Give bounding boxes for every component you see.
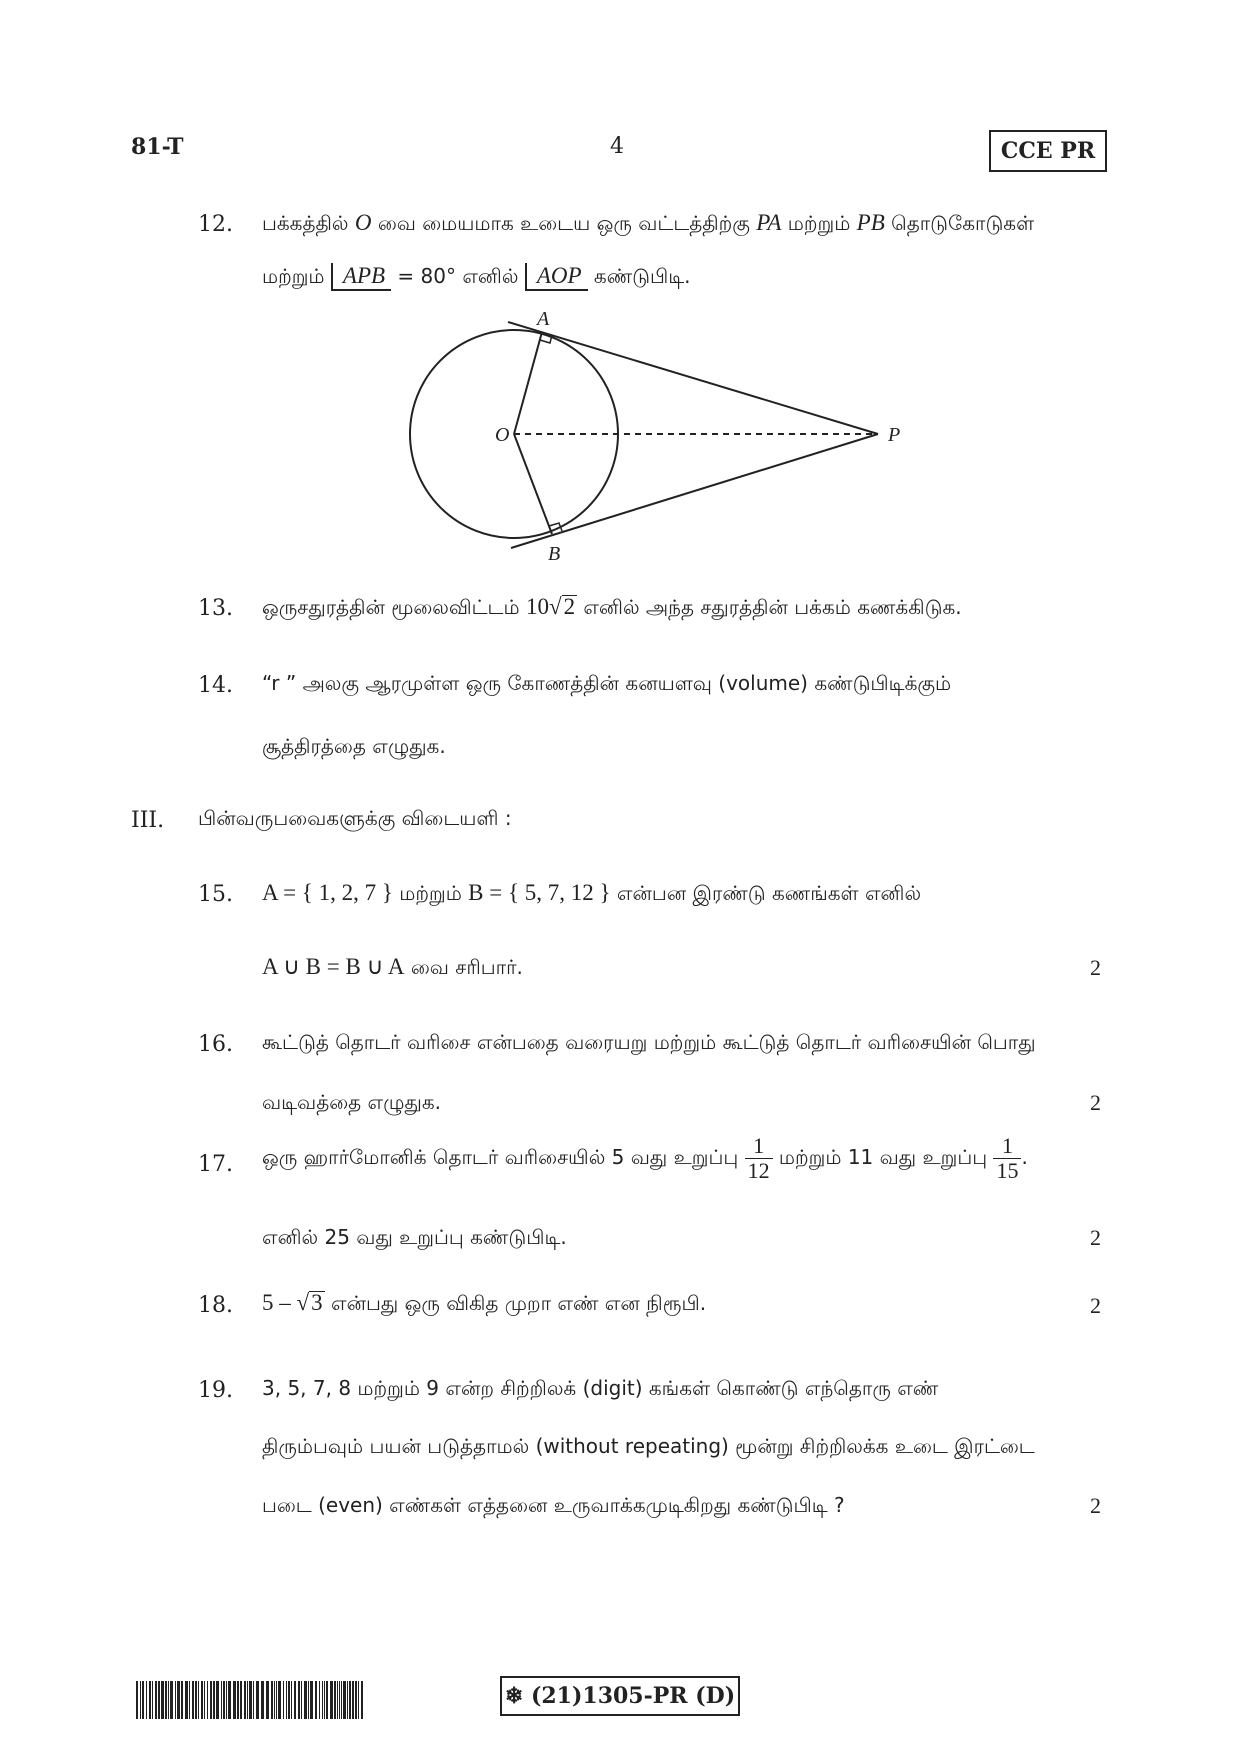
q12-text: வை மையமாக உடைய ஒரு வட்டத்திற்கு (371, 211, 757, 235)
label-p: P (888, 424, 901, 446)
q13-text: ஒருசதுரத்தின் மூலைவிட்டம் (262, 595, 526, 619)
union-expression: A ∪ B = B ∪ A (262, 954, 405, 979)
question-13: ஒருசதுரத்தின் மூலைவிட்டம் 10√2 எனில் அந்த சதுரத்தின் பக்கம் கணக்கிடுக. (262, 594, 962, 619)
question-15-line-1 (262, 880, 921, 908)
q18-radicand: 3 (311, 1290, 323, 1315)
q12-text: கண்டுபிடி. (587, 264, 691, 288)
question-16-line-1: கூட்டுத் தொடர் வரிசை என்பதை வரையறு மற்றும் கூட்டுத் தொடர் வரிசையின் பொது (262, 1030, 1036, 1054)
subject-code: 81-T (131, 134, 184, 160)
question-number: 16. (198, 1032, 233, 1057)
exam-code-box: CCE PR (989, 130, 1107, 172)
paper-code-box: ❄ (21)1305-PR (D) (500, 1676, 740, 1716)
page-number: 4 (610, 134, 624, 159)
radius-ob (514, 434, 552, 534)
section-number: III. (131, 808, 165, 833)
question-15-line-2 (262, 954, 523, 982)
tangent-circle-figure (400, 305, 920, 565)
question-number: 19. (198, 1378, 233, 1403)
q17-text: மற்றும் 11 வது உறுப்பு (772, 1145, 994, 1169)
q15-text: என்பன இரண்டு கணங்கள் எனில் (610, 881, 922, 905)
question-19-line-1: 3, 5, 7, 8 மற்றும் 9 என்ற சிற்றிலக் (digit) கங்கள் கொண்டு எந்தொரு எண் (262, 1376, 939, 1400)
marks: 2 (1090, 955, 1101, 980)
q12-text: தொடுகோடுகள் (884, 211, 1035, 235)
question-number: 13. (198, 596, 233, 621)
marks: 2 (1090, 1293, 1101, 1318)
q12-text: மற்றும் (262, 264, 331, 288)
label-o: O (495, 424, 510, 446)
q12-text: = 80° எனில் (391, 264, 525, 288)
fraction-5th-term: $\frac{1}{12}$ (745, 1134, 773, 1183)
section-instruction: பின்வருபவைகளுக்கு விடையளி : (198, 806, 512, 830)
question-14-line-1: “r ” அலகு ஆரமுள்ள ஒரு கோணத்தின் கனயளவு (volume) கண்டுபிடிக்கும் (262, 671, 952, 695)
question-17-line-2: எனில் 25 வது உறுப்பு கண்டுபிடி. (262, 1225, 567, 1249)
question-14-line-2: சூத்திரத்தை எழுதுக. (262, 734, 446, 758)
q17-text: ஒரு ஹார்மோனிக் தொடர் வரிசையில் 5 வது உறுப்பு (262, 1145, 745, 1169)
q13-coefficient: 10 (525, 594, 549, 619)
question-number: 14. (198, 673, 233, 698)
barcode (136, 1681, 364, 1719)
q18-text: என்பது ஒரு விகித முறா எண் என நிரூபி. (324, 1291, 707, 1315)
fraction-11th-term: $\frac{1}{15}$ (993, 1134, 1021, 1183)
question-16-line-2: வடிவத்தை எழுதுக. (262, 1090, 442, 1114)
label-a: A (537, 308, 550, 330)
label-b: B (548, 543, 561, 565)
tangent-pb (511, 434, 878, 548)
angle-aop: AOP (525, 263, 588, 291)
q12-text: பக்கத்தில் (262, 211, 355, 235)
tangent-pa (508, 322, 878, 434)
set-b: B = { 5, 7, 12 } (468, 880, 611, 905)
q18-expression: 5 – (262, 1290, 297, 1315)
q12-point-o: O (354, 210, 372, 235)
question-19-line-3: படை (even) எண்கள் எத்தனை உருவாக்கமுடிகிறது கண்டுபிடி ? (262, 1493, 845, 1517)
q17-period: . (1021, 1145, 1028, 1169)
q15-text: மற்றும் (392, 881, 469, 905)
question-17-line-1 (262, 1134, 1028, 1183)
question-number: 15. (198, 882, 233, 907)
question-12-line-1 (262, 210, 1034, 238)
q12-pb: PB (856, 210, 885, 235)
q13-radicand: 2 (563, 594, 576, 619)
question-number: 17. (198, 1152, 233, 1177)
question-18: 5 – √3 என்பது ஒரு விகித முறா எண் என நிரூபி. (262, 1290, 707, 1315)
marks: 2 (1090, 1493, 1101, 1518)
marks: 2 (1090, 1225, 1101, 1250)
q12-pa: PA (756, 210, 782, 235)
q15-text: வை சரிபார். (404, 955, 523, 979)
radius-oa (514, 332, 542, 434)
q12-text: மற்றும் (781, 211, 857, 235)
set-a: A = { 1, 2, 7 } (262, 880, 393, 905)
question-number: 18. (198, 1293, 233, 1318)
question-number: 12. (198, 212, 233, 237)
question-12-line-2 (262, 263, 691, 291)
marks: 2 (1090, 1090, 1101, 1115)
angle-apb: APB (331, 263, 391, 291)
question-19-line-2: திரும்பவும் பயன் படுத்தாமல் (without repeating) மூன்று சிற்றிலக்க உடை இரட்டை (262, 1434, 1035, 1458)
q13-text: எனில் அந்த சதுரத்தின் பக்கம் கணக்கிடுக. (577, 595, 962, 619)
